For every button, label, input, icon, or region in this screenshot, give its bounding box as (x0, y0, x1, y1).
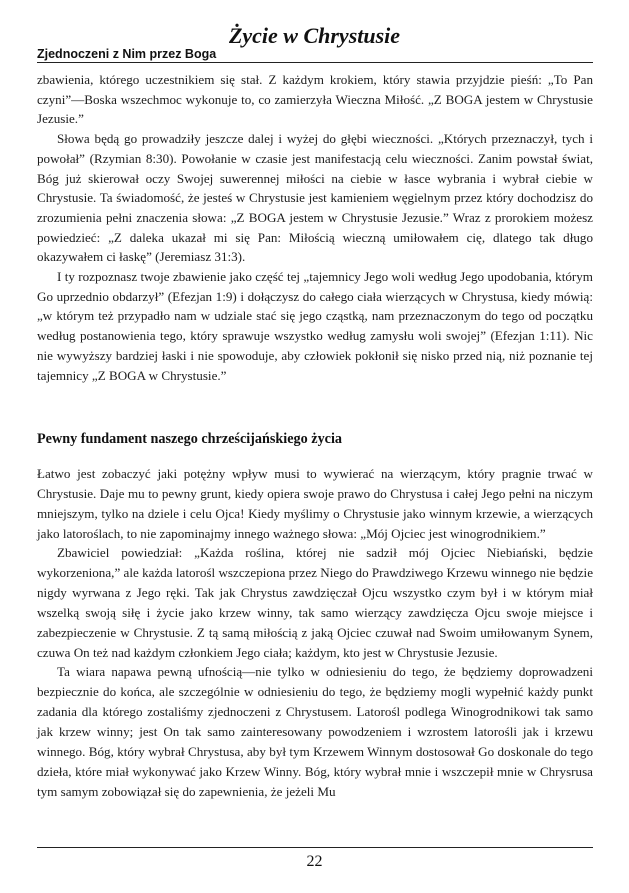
paragraph: Ta wiara napawa pewną ufnością—nie tylko w odniesieniu do tego, że będziemy doprowadzeni bezpiecznie do końca, ale szczególnie w odniesieniu do tego, że będziemy mogli wypełnić każdy punkt zadania dla którego zostaliśmy zjednoczeni z Chrystusem. Latorośl podlega Winogrodnikowi tak samo jak krzew winny; jest On tak samo zainteresowany powodzeniem i wzrostem latorośli jak i krzewu winnego. Bóg, który wybrał Chrystusa, aby był tym Krzewem Winnym dostosował Go doskonale do tego dzieła, które miał wykonywać jako Krzew Winny. Bóg, który wybrał mnie i wszczepił mnie w Chrysrusa tym samym zobowiązał się do zapewnienia, że jeżeli Mu (37, 664, 593, 799)
paragraph: Zbawiciel powiedział: „Każda roślina, której nie sadził mój Ojciec Niebiański, będzie wykorzeniona,” ale każda latorośl wszczepiona przez Niego do Prawdziwego Krzewu winnego nie będzie nigdy wyrwana z Jego ręki. Tak jak Chrystus zawdzięczał Ojcu wszystko czym był i w którym miał wszelką swoją siłę i życie jako krzew winny, tak samo wierzący zawdzięcza Ojcu swoje miejsce i zabezpieczenie w Chrystusie. Z tą samą miłością z jaką Ojciec czuwał nad Swoim umiłowanym Synem, czuwa On też nad każdym członkiem Jego ciała; każdym, kto jest w Chrystusie Jezusie. (37, 545, 593, 660)
paragraph: Słowa będą go prowadziły jeszcze dalej i wyżej do głębi wieczności. „Których przeznaczył, tych i powołał” (Rzymian 8:30). Powołanie w czasie jest manifestacją celu wieczności. Zanim powstał świat, Bóg już skierował oczy Swojej suwerennej miłości na ciebie w łasce wybrania i wybrał ciebie w Chrystusie. Ta świadomość, że jesteś w Chrystusie jest kamieniem węgielnym przez który dochodzisz do zrozumienia pełni znaczenia słowa: „Z BOGA jestem w Chrystusie Jezusie.” Wraz z prorokiem możesz powiedzieć: „Z daleka ukazał mi się Pan: Miłością wieczną umiłowałem cię, dlatego tak długo okazywałem ci łaskę” (Jeremiasz 31:3). (37, 131, 593, 265)
section-2-body (37, 464, 593, 801)
running-head: Zjednoczeni z Nim przez Boga (37, 47, 217, 61)
paragraph: Łatwo jest zobaczyć jaki potężny wpływ musi to wywierać na wierzącym, który pragnie trwać w Chrystusie. Daje mu to pewny grunt, kiedy opiera swoje prawo do Chrystusa i całej Jego pełni na niczym mniejszym, tylko na dziele i celu Ojca! Kiedy myślimy o Chrystusie jako winnym krzewie, a wierzących jako latoroślach, to nie zapominajmy innego ważnego słowa: „Mój Ojciec jest winogrodnikiem.” (37, 466, 593, 541)
section-1-body (37, 70, 593, 385)
paragraph: zbawienia, którego uczestnikiem się stał. Z każdym krokiem, który stawia przyjdzie pieśń: „To Pan czyni”—Boska wszechmoc wykonuje to, co zamierzyła Wieczna Miłość. „Z BOGA jestem w Chrystusie Jezusie.” (37, 72, 593, 127)
paragraph: I ty rozpoznasz twoje zbawienie jako część tej „tajemnicy Jego woli według Jego upodobania, którym Go uprzednio obdarzył” (Efezjan 1:9) i dołączysz do całego ciała wierzących w Chrystusa, kiedy mówią: „w którym też przypadło nam w udziale stać się jego cząstką, nam przeznaczonym do tego od początku według postanowienia tego, który sprawuje wszystko według zamysłu woli swojej” (Efezjan 1:11). Nic nie wywyższy bardziej łaski i nie spowoduje, aby człowiek pokłonił się nisko przed nią, niż poznanie tej tajemnicy „Z BOGA w Chrystusie.” (37, 269, 593, 383)
footer-divider (37, 847, 593, 848)
book-title: Życie w Chrystusie (228, 23, 401, 48)
page-number: 22 (306, 853, 323, 870)
header-divider (37, 62, 593, 63)
section-heading: Pewny fundament naszego chrześcijańskiego życia (37, 431, 342, 447)
